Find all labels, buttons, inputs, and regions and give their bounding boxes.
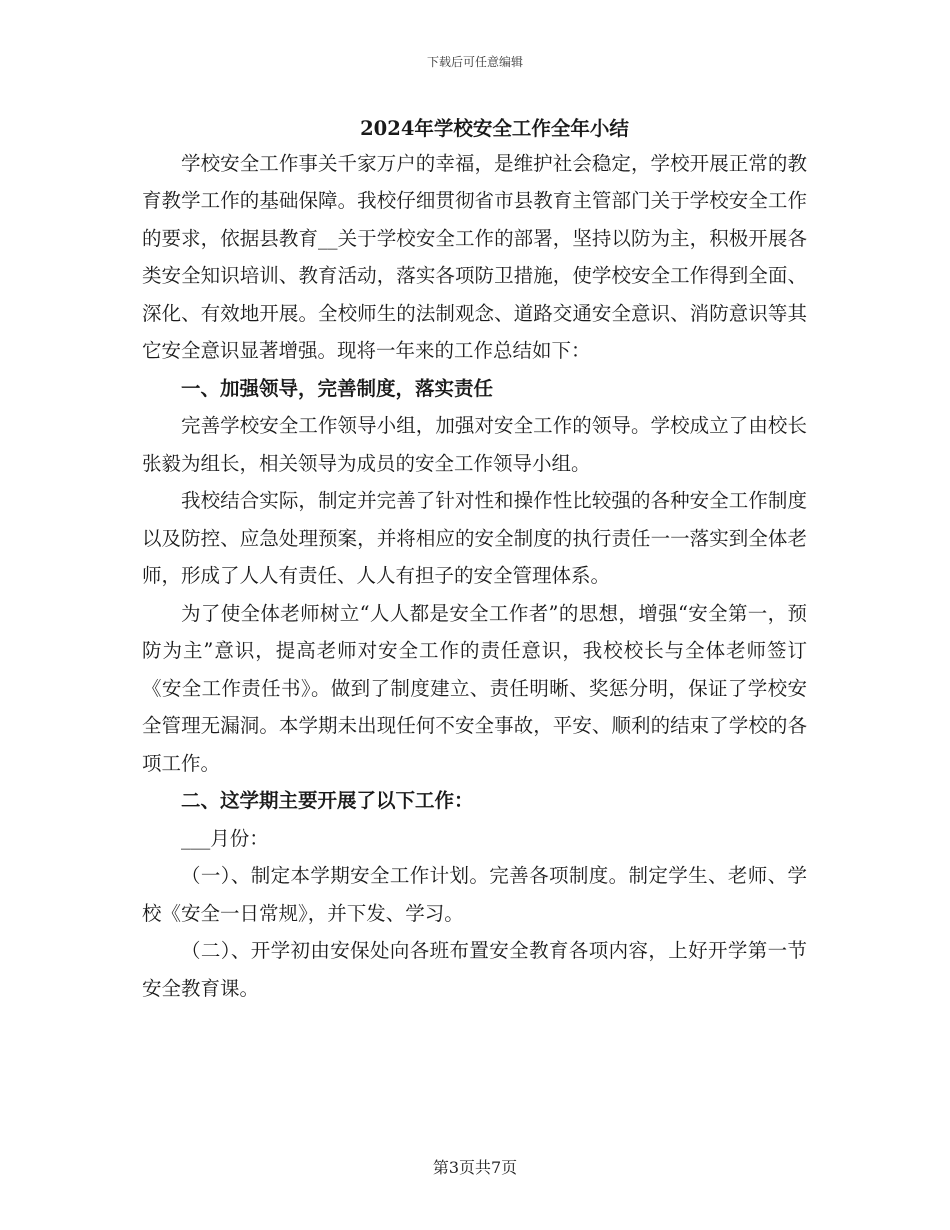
section-heading-2: 二、这学期主要开展了以下工作： (181, 789, 474, 812)
intro-paragraph: 学校安全工作事关千家万户的幸福，是维护社会稳定，学校开展正常的教育教学工作的基础保障。我校仔细贯彻省市县教育主管部门关于学校安全工作的要求，依据县教育__关于学校安全工作的部署，坚持以防为主，积极开展各类安全知识培训、教育活动，落实各项防卫措施，使学校安全工作得到全面、深化、有效地开展。全校师生的法制观念、道路交通安全意识、消防意识等其它安全意识显著增强。现将一年来的工作总结如下： (142, 151, 807, 362)
section-heading-1: 一、加强领导，完善制度，落实责任 (181, 376, 494, 400)
page-number: 第3页共7页 (432, 1158, 518, 1177)
document-title: 2024年学校安全工作全年小结 (360, 117, 629, 140)
paragraph-system: 我校结合实际，制定并完善了针对性和操作性比较强的各种安全工作制度以及防控、应急处理预案，并将相应的安全制度的执行责任一一落实到全体老师，形成了人人有责任、人人有担子的安全管理体系。 (142, 489, 807, 587)
month-label: ___月份： (181, 826, 269, 850)
list-item-2: （二）、开学初由安保处向各班布置安全教育各项内容，上好开学第一节安全教育课。 (142, 939, 807, 1000)
paragraph-responsibility: 为了使全体老师树立“人人都是安全工作者”的思想，增强“安全第一，预防为主”意识，提高老师对安全工作的责任意识，我校校长与全体老师签订《安全工作责任书》。做到了制度建立、责任明晰、奖惩分明，保证了学校安全管理无漏洞。本学期未出现任何不安全事故，平安、顺利的结束了学校的各项工作。 (142, 601, 807, 775)
document-body (142, 110, 807, 1007)
page-header-note: 下载后可任意编辑 (426, 55, 523, 69)
list-item-1: （一）、制定本学期安全工作计划。完善各项制度。制定学生、老师、学校《安全一日常规》，并下发、学习。 (142, 864, 807, 925)
paragraph-leadership: 完善学校安全工作领导小组，加强对安全工作的领导。学校成立了由校长张毅为组长，相关领导为成员的安全工作领导小组。 (142, 414, 807, 475)
